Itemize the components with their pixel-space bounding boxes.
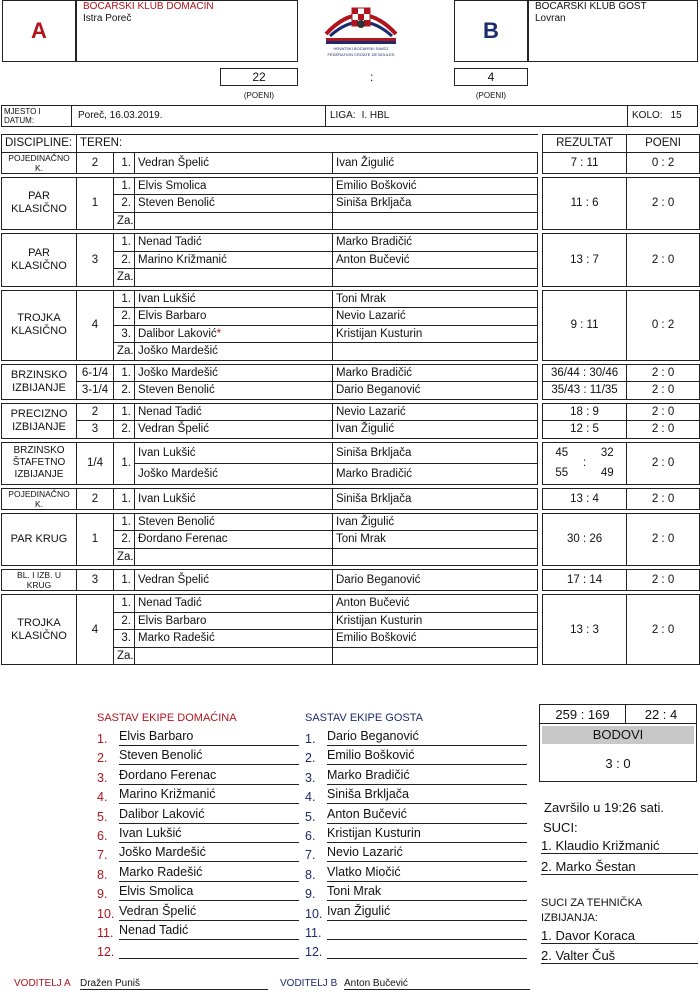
field-number: 3: [77, 421, 114, 439]
away-team-letter: B: [454, 0, 528, 62]
roster-row: [97, 940, 299, 959]
roster-number: 8.: [305, 867, 316, 882]
result-b1: 32: [600, 447, 614, 459]
away-player: Toni Mrak: [333, 531, 538, 549]
roster-player: Dalibor Laković: [119, 805, 299, 824]
discipline-result: 13 : 7: [543, 234, 627, 287]
away-score: 4: [454, 68, 528, 86]
home-leader-label: VODITELJ A: [14, 978, 71, 989]
roster-player: [119, 940, 299, 959]
discipline-result: 13 : 4: [543, 488, 627, 509]
result-a2: 55: [555, 467, 569, 479]
roster-player: Vlatko Miočić: [327, 863, 527, 882]
roster-row: [305, 902, 527, 921]
total-points: 22 : 4: [626, 705, 697, 724]
discipline-points: 0 : 2: [627, 152, 700, 173]
stafetno-result: [543, 442, 627, 484]
roster-row: [97, 882, 299, 901]
discipline-header: DISCIPLINE:: [2, 135, 77, 153]
player-number: 1.: [114, 442, 135, 484]
discipline-points: 2 : 0: [627, 570, 700, 591]
round-field: KOLO: 15: [632, 110, 682, 121]
home-score: 22: [220, 68, 298, 86]
roster-player: Anton Bučević: [327, 805, 527, 824]
player-number: 1.: [114, 570, 135, 591]
discipline-points: 2 : 0: [627, 234, 700, 287]
field-number: 6-1/4: [77, 364, 114, 382]
away-player: Dario Beganović: [333, 570, 538, 591]
discipline-result: 9 : 11: [543, 290, 627, 360]
discipline-name: TROJKA KLASIČNO: [2, 595, 77, 665]
home-player: Vedran Špelić: [135, 152, 333, 173]
away-leader-value: Anton Bučević: [344, 978, 530, 990]
roster-player: Nevio Lazarić: [327, 843, 527, 862]
place-label: MJESTO I DATUM:: [2, 106, 72, 126]
player-number: 1.: [114, 364, 135, 382]
points-header: POENI: [627, 135, 700, 153]
away-player: Ivan Žigulić: [333, 421, 538, 439]
roster-number: 5.: [305, 809, 316, 824]
home-player: Dalibor Laković*: [135, 325, 333, 343]
roster-player: Emilio Bošković: [327, 746, 527, 765]
bodovi-value: 3 : 0: [605, 756, 631, 771]
roster-number: 2.: [97, 751, 108, 766]
roster-row: [305, 746, 527, 765]
roster-number: 7.: [305, 848, 316, 863]
home-player: Joško Mardešić: [135, 463, 333, 484]
meta-row: [1, 105, 698, 127]
away-club-label: BOCARSKI KLUB GOST: [535, 1, 647, 12]
discipline-points: 2 : 0: [627, 403, 700, 421]
discipline-name: PAR KLASIČNO: [2, 177, 77, 230]
federation-logo-text-2: FÉDÉRATION CROATE DE BOULES: [327, 52, 395, 57]
discipline-row: [2, 234, 700, 252]
roster-player: Ivan Žigulić: [327, 902, 527, 921]
home-player: Ivan Lukšić: [135, 488, 333, 509]
away-player: Emilio Bošković: [333, 177, 538, 195]
home-club-box: [76, 0, 298, 62]
discipline-row: [2, 290, 700, 308]
roster-number: 2.: [305, 751, 316, 766]
roster-player: Marko Radešić: [119, 863, 299, 882]
home-player: Nenad Tadić: [135, 595, 333, 613]
roster-row: [305, 727, 527, 746]
discipline-name: BL. I IZB. U KRUG: [2, 570, 77, 591]
roster-player: Vedran Špelić: [119, 902, 299, 921]
roster-player: Elvis Smolica: [119, 882, 299, 901]
match-table: [1, 134, 700, 669]
home-player: Steven Benolić: [135, 382, 333, 400]
roster-number: 10.: [97, 906, 115, 921]
away-score-caption: (POENI): [475, 91, 507, 100]
roster-row: [305, 863, 527, 882]
home-roster-title: SASTAV EKIPE DOMAĆINA: [97, 712, 237, 724]
roster-number: 9.: [305, 887, 316, 902]
substitute-label: Za.: [114, 269, 135, 287]
substitute-home: [135, 647, 333, 665]
roster-number: 3.: [97, 770, 108, 785]
discipline-result: 18 : 9: [543, 403, 627, 421]
field-number: 3-1/4: [77, 382, 114, 400]
roster-player: Nenad Tadić: [119, 921, 299, 940]
discipline-name: TROJKA KLASIČNO: [2, 290, 77, 360]
discipline-name: BRZINSKO IZBIJANJE: [2, 364, 77, 399]
tech-judge-1: 1. Davor Koraca: [541, 928, 698, 944]
away-club-name: Lovran: [535, 13, 566, 24]
away-player: Toni Mrak: [333, 290, 538, 308]
result-a1: 45: [555, 447, 569, 459]
home-player: Elvis Barbaro: [135, 308, 333, 326]
field-header: TEREN:: [77, 135, 538, 153]
away-player: Ivan Žigulić: [333, 152, 538, 173]
roster-number: 1.: [97, 732, 108, 746]
federation-logo: [318, 2, 404, 60]
player-number: 2.: [114, 308, 135, 326]
discipline-row: [2, 177, 700, 195]
field-number: 4: [77, 595, 114, 665]
roster-row: [305, 921, 527, 940]
roster-number: 6.: [305, 829, 316, 843]
home-team-letter: A: [2, 0, 76, 62]
discipline-result: 11 : 6: [543, 177, 627, 230]
field-number: 1: [77, 177, 114, 230]
player-number: 3.: [114, 630, 135, 648]
substitute-home: [135, 548, 333, 566]
substitute-away: [333, 548, 538, 566]
bodovi-box: [540, 724, 697, 782]
result-header: REZULTAT: [543, 135, 627, 153]
away-player: Anton Bučević: [333, 251, 538, 269]
substitute-away: [333, 647, 538, 665]
field-number: 4: [77, 290, 114, 360]
tech-judge-2: 2. Valter Čuš: [541, 948, 698, 964]
field-number: 2: [77, 152, 114, 173]
away-player: Marko Bradičić: [333, 364, 538, 382]
roster-row: [305, 882, 527, 901]
field-number: 3: [77, 234, 114, 287]
roster-number: 5.: [97, 809, 108, 824]
player-number: 1.: [114, 488, 135, 509]
roster-row: [97, 727, 299, 746]
player-number: 1.: [114, 595, 135, 613]
roster-player: Kristijan Kusturin: [327, 824, 527, 843]
roster-player: [327, 921, 527, 940]
roster-number: 1.: [305, 732, 316, 746]
roster-row: [305, 940, 527, 959]
roster-player: [327, 940, 527, 959]
discipline-name: PAR KLASIČNO: [2, 234, 77, 287]
discipline-points: 2 : 0: [627, 382, 700, 400]
home-player: Vedran Špelić: [135, 570, 333, 591]
asterisk-mark: *: [216, 327, 222, 340]
home-player: Elvis Barbaro: [135, 612, 333, 630]
roster-player: Marino Križmanić: [119, 785, 299, 804]
player-number: 2.: [114, 612, 135, 630]
discipline-points: 2 : 0: [627, 513, 700, 566]
home-club-name: Istra Poreč: [83, 13, 132, 24]
result-b2: 49: [600, 467, 614, 479]
discipline-name: POJEDINAČNO K.: [2, 152, 77, 173]
roster-row: [305, 785, 527, 804]
home-player: Marko Radešić: [135, 630, 333, 648]
roster-player: Siniša Brkljača: [327, 785, 527, 804]
away-player: Kristijan Kusturin: [333, 325, 538, 343]
substitute-label: Za.: [114, 548, 135, 566]
home-player: Elvis Smolica: [135, 177, 333, 195]
substitute-label: Za.: [114, 343, 135, 361]
roster-number: 9.: [97, 887, 108, 902]
home-player: Joško Mardešić: [135, 364, 333, 382]
away-player: Nevio Lazarić: [333, 308, 538, 326]
discipline-result: 13 : 3: [543, 595, 627, 665]
substitute-away: [333, 269, 538, 287]
away-player: Siniša Brkljača: [333, 442, 538, 463]
discipline-row: [2, 595, 700, 613]
tech-judges-title: SUCI ZA TEHNIČKA IZBIJANJA:: [541, 897, 642, 924]
substitute-away: [333, 212, 538, 230]
home-club-label: BOCARSKI KLUB DOMACIN: [83, 1, 214, 12]
discipline-name: PAR KRUG: [2, 513, 77, 566]
home-player: Đordano Ferenac: [135, 531, 333, 549]
discipline-row: [2, 513, 700, 531]
judges-title: SUCI:: [543, 820, 578, 835]
discipline-result: 17 : 14: [543, 570, 627, 591]
home-player: Nenad Tadić: [135, 234, 333, 252]
player-number: 2.: [114, 195, 135, 213]
judge-2: 2. Marko Šestan: [541, 859, 698, 875]
away-leader-label: VODITELJ B: [280, 978, 338, 989]
roster-row: [305, 824, 527, 843]
home-leader-value: Dražen Puniš: [80, 978, 268, 990]
discipline-row: [2, 152, 700, 173]
away-player: Emilio Bošković: [333, 630, 538, 648]
away-player: Dario Beganović: [333, 382, 538, 400]
place-value: Poreč, 16.03.2019.: [72, 106, 326, 126]
substitute-label: Za.: [114, 212, 135, 230]
roster-row: [305, 843, 527, 862]
home-player: Ivan Lukšić: [135, 290, 333, 308]
field-number: 2: [77, 488, 114, 509]
roster-number: 11.: [97, 926, 114, 940]
roster-number: 4.: [305, 790, 316, 805]
substitute-home: Joško Mardešić: [135, 343, 333, 361]
discipline-points: 2 : 0: [627, 177, 700, 230]
roster-row: [305, 805, 527, 824]
roster-row: [97, 766, 299, 785]
away-player: Siniša Brkljača: [333, 488, 538, 509]
away-player: Marko Bradičić: [333, 463, 538, 484]
discipline-result: 7 : 11: [543, 152, 627, 173]
player-number: 3.: [114, 325, 135, 343]
discipline-name: PRECIZNO IZBIJANJE: [2, 403, 77, 438]
roster-row: [97, 824, 299, 843]
judge-1: 1. Klaudio Križmanić: [541, 838, 698, 854]
league-field: LIGA: I. HBL: [326, 106, 628, 126]
roster-number: 6.: [97, 829, 108, 843]
field-number: 3: [77, 570, 114, 591]
away-roster-title: SASTAV EKIPE GOSTA: [305, 712, 423, 724]
roster-number: 8.: [97, 867, 108, 882]
player-number: 2.: [114, 531, 135, 549]
roster-number: 7.: [97, 848, 108, 863]
result-sep: :: [582, 457, 587, 469]
player-number: 2.: [114, 421, 135, 439]
roster-number: 11.: [305, 926, 322, 940]
home-player: Marino Križmanić: [135, 251, 333, 269]
away-player: Ivan Žigulić: [333, 513, 538, 531]
roster-row: [97, 863, 299, 882]
away-player: Marko Bradičić: [333, 234, 538, 252]
discipline-name: POJEDINAČNO K.: [2, 488, 77, 509]
roster-number: 12.: [305, 945, 323, 960]
roster-number: 12.: [97, 945, 115, 960]
substitute-home: [135, 212, 333, 230]
roster-number: 3.: [305, 770, 316, 785]
discipline-name: BRZINSKO ŠTAFETNO IZBIJANJE: [2, 442, 77, 484]
discipline-result: 35/43 : 11/35: [543, 382, 627, 400]
discipline-points: 2 : 0: [627, 364, 700, 382]
roster-player: Toni Mrak: [327, 882, 527, 901]
player-number: 1.: [114, 290, 135, 308]
discipline-points: 2 : 0: [627, 488, 700, 509]
score-separator: :: [370, 70, 374, 84]
home-player: Ivan Lukšić: [135, 442, 333, 463]
substitute-label: Za.: [114, 647, 135, 665]
player-number: 2.: [114, 251, 135, 269]
player-number: 1.: [114, 152, 135, 173]
roster-player: Marko Bradičić: [327, 766, 527, 785]
total-result: 259 : 169: [540, 705, 626, 724]
discipline-result: 36/44 : 30/46: [543, 364, 627, 382]
roster-row: [97, 843, 299, 862]
home-player: Steven Benolić: [135, 513, 333, 531]
roster-number: 4.: [97, 790, 108, 805]
roster-player: Joško Mardešić: [119, 843, 299, 862]
discipline-result: 12 : 5: [543, 421, 627, 439]
field-number: 1/4: [77, 442, 114, 484]
discipline-points: 2 : 0: [627, 442, 700, 484]
roster-row: [97, 902, 299, 921]
field-number: 2: [77, 403, 114, 421]
roster-player: Đordano Ferenac: [119, 766, 299, 785]
roster-player: Dario Beganović: [327, 727, 527, 746]
player-number: 2.: [114, 382, 135, 400]
discipline-points: 2 : 0: [627, 595, 700, 665]
player-number: 1.: [114, 403, 135, 421]
home-player: Vedran Špelić: [135, 421, 333, 439]
away-player: Anton Bučević: [333, 595, 538, 613]
substitute-away: [333, 343, 538, 361]
roster-row: [97, 805, 299, 824]
roster-row: [97, 785, 299, 804]
discipline-result: 30 : 26: [543, 513, 627, 566]
field-number: 1: [77, 513, 114, 566]
finish-time: Završilo u 19:26 sati.: [544, 800, 664, 815]
player-number: 1.: [114, 234, 135, 252]
totals-table: [539, 704, 697, 782]
discipline-points: 0 : 2: [627, 290, 700, 360]
player-number: 1.: [114, 177, 135, 195]
substitute-home: [135, 269, 333, 287]
roster-player: Elvis Barbaro: [119, 727, 299, 746]
home-score-caption: (POENI): [243, 91, 275, 100]
player-number: 1.: [114, 513, 135, 531]
away-player: Kristijan Kusturin: [333, 612, 538, 630]
roster-number: 10.: [305, 906, 323, 921]
away-club-box: [528, 0, 698, 62]
roster-row: [97, 746, 299, 765]
discipline-row: [2, 488, 700, 509]
bodovi-label: BODOVI: [542, 726, 694, 744]
home-player: Nenad Tadić: [135, 403, 333, 421]
discipline-points: 2 : 0: [627, 421, 700, 439]
home-player: Steven Benolić: [135, 195, 333, 213]
roster-row: [305, 766, 527, 785]
roster-row: [97, 921, 299, 940]
away-player: Siniša Brkljača: [333, 195, 538, 213]
roster-player: Ivan Lukšić: [119, 824, 299, 843]
discipline-row: [2, 570, 700, 591]
away-player: Nevio Lazarić: [333, 403, 538, 421]
roster-player: Steven Benolić: [119, 746, 299, 765]
federation-logo-text-1: HRVATSKI BOĆARSKI SAVEZ: [333, 46, 389, 51]
